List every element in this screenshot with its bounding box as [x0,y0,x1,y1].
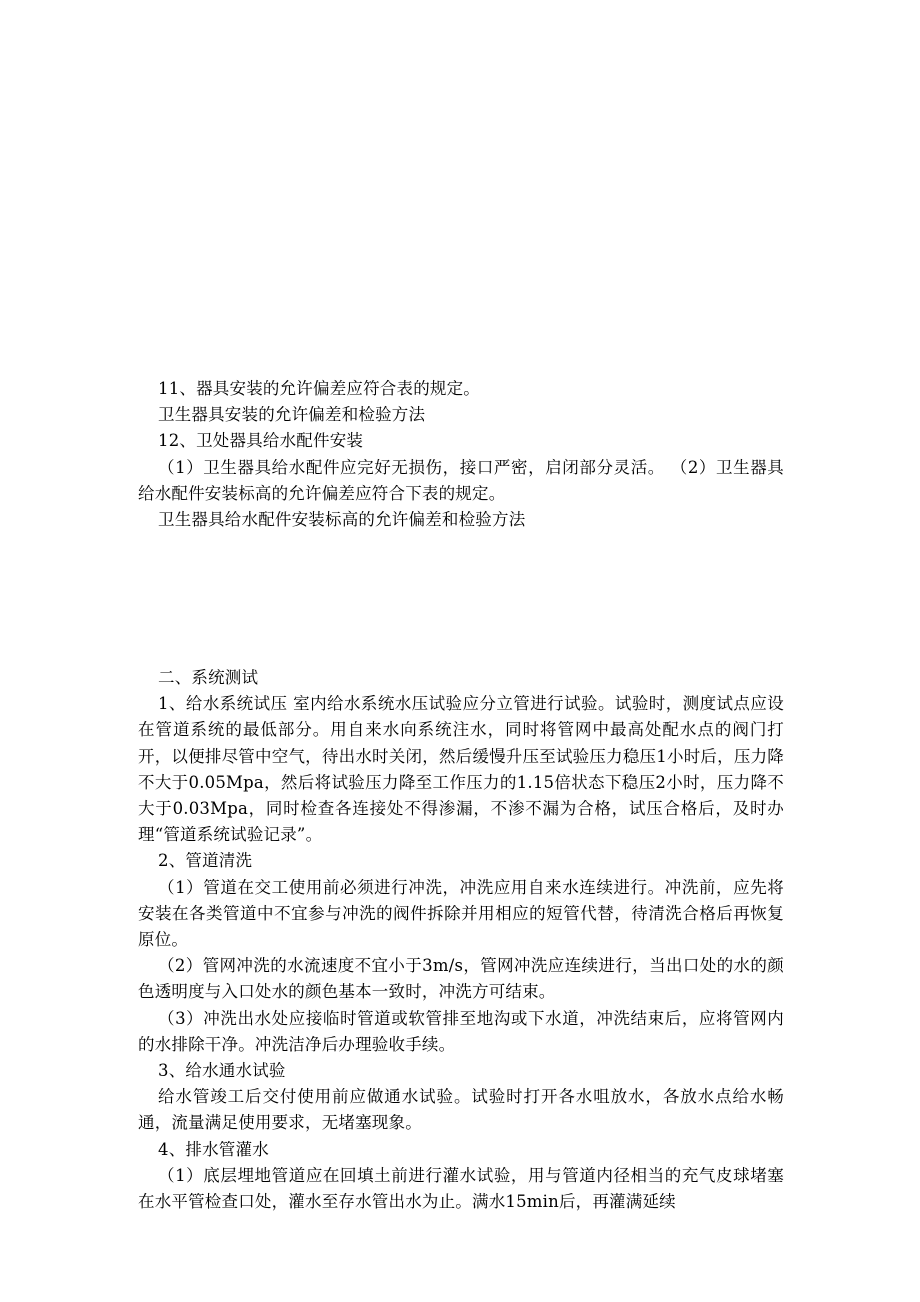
paragraph: 1、给水系统试压 室内给水系统水压试验应分立管进行试验。试验时，测度试点应设在管道系统的最低部分。用自来水向系统注水，同时将管网中最高处配水点的阀门打开，以便排尽管中空气，待出水时关闭，然后缓慢升压至试验压力稳压1小时后，压力降不大于0.05Mpa，然后将试验压力降至工作压力的1.15倍状态下稳压2小时，压力降不大于0.03Mpa，同时检查各连接处不得渗漏，不渗不漏为合格，试压合格后，及时办理“管道系统试验记录”。 [138,694,784,845]
subheading: 4、排水管灌水 [158,1139,269,1159]
paragraph: （3）冲洗出水处应接临时管道或软管排至地沟或下水道，冲洗结束后，应将管网内的水排除干净。冲洗洁净后办理验收手续。 [138,1008,784,1054]
paragraph: （1）管道在交工使用前必须进行冲洗，冲洗应用自来水连续进行。冲洗前，应先将安装在各类管道中不宜参与冲洗的阀件拆除并用相应的短管代替，待清洗合格后再恢复原位。 [138,877,784,950]
section-system-testing [138,665,784,1215]
subheading: 12、卫处器具给水配件安装 [158,431,364,451]
paragraph: 给水管竣工后交付使用前应做通水试验。试验时打开各水咀放水，各放水点给水畅通，流量满足使用要求，无堵塞现象。 [138,1087,784,1133]
subheading: 3、给水通水试验 [158,1061,286,1081]
paragraph: （1）底层埋地管道应在回填土前进行灌水试验，用与管道内径相当的充气皮球堵塞在水平管检查口处，灌水至存水管出水为止。满水15min后，再灌满延续 [138,1165,784,1212]
section-heading: 二、系统测试 [158,668,259,687]
table-caption: 卫生器具给水配件安装标高的允许偏差和检验方法 [158,510,526,530]
paragraph: （1）卫生器具给水配件应完好无损伤，接口严密，启闭部分灵活。 （2）卫生器具给水配件安装标高的允许偏差应符合下表的规定。 [138,457,784,503]
table-caption: 卫生器具安装的允许偏差和检验方法 [158,405,426,425]
paragraph: （2）管网冲洗的水流速度不宜小于3m/s，管网冲洗应连续进行，当出口处的水的颜色透明度与入口处水的颜色基本一致时，冲洗方可结束。 [138,956,784,1002]
subheading: 2、管道清洗 [158,851,253,871]
section-fixture-installation [138,376,784,533]
paragraph: 11、器具安装的允许偏差应符合表的规定。 [158,379,480,398]
